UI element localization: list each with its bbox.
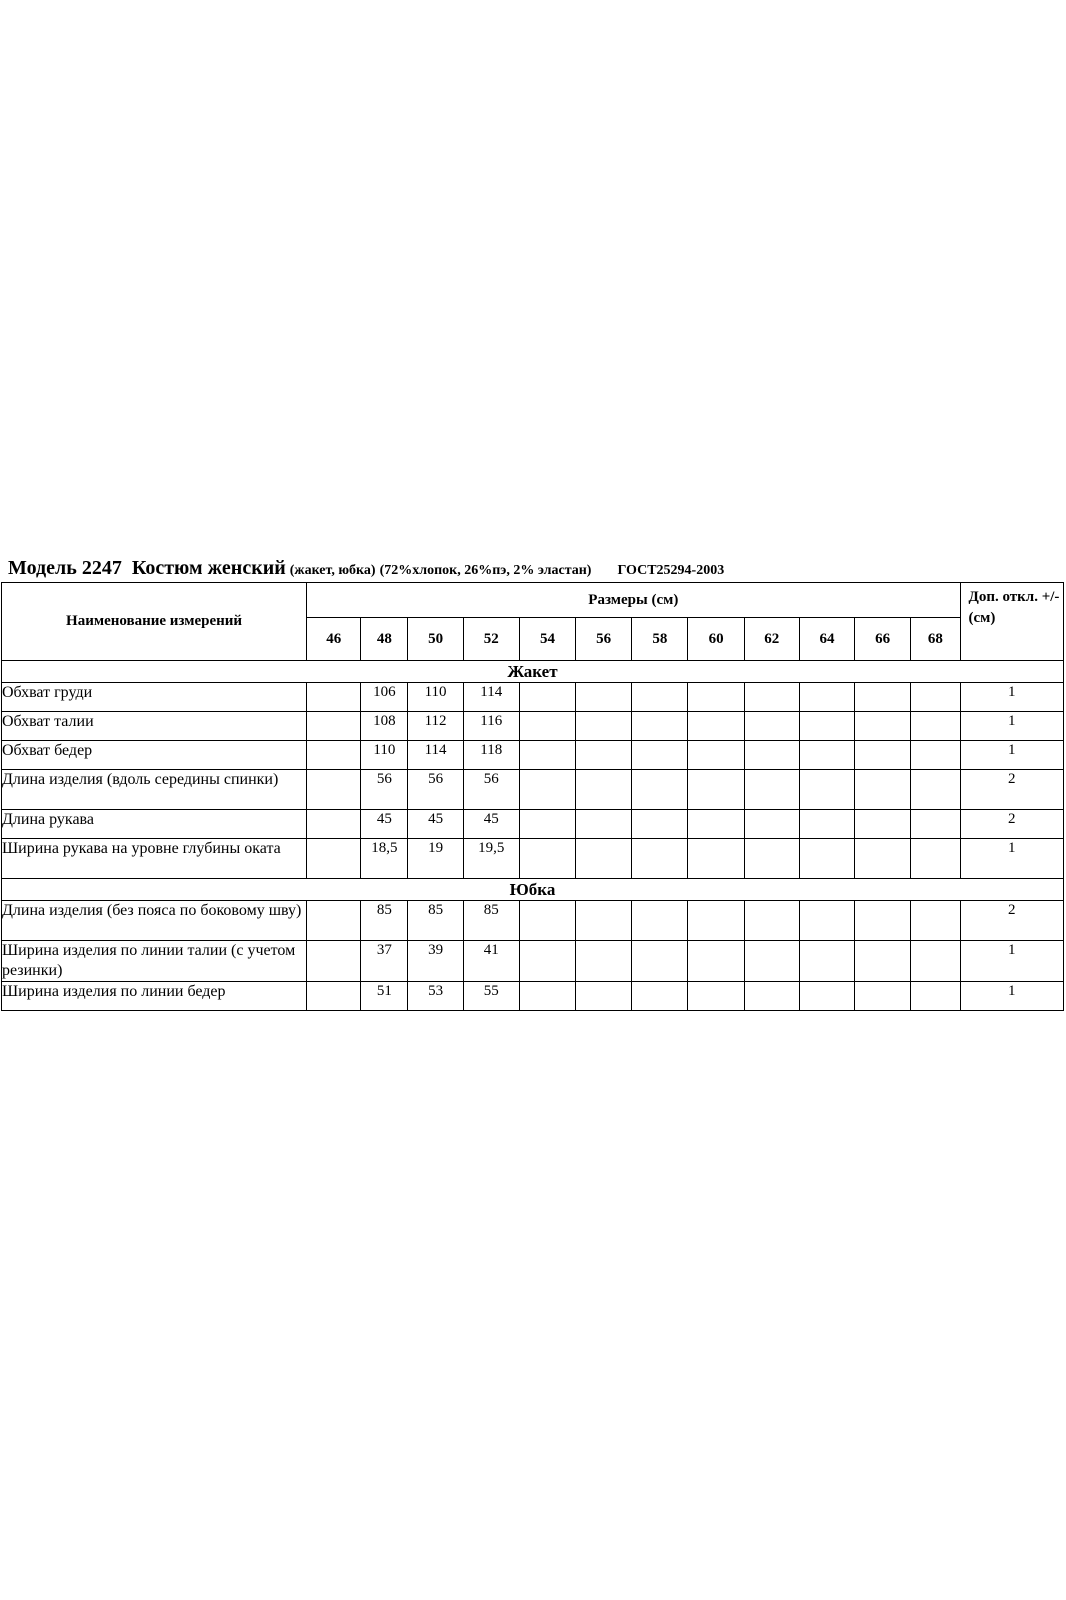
tolerance-value-cell: 1 xyxy=(960,982,1063,1011)
size-value-cell: 114 xyxy=(463,683,519,712)
size-value-cell: 45 xyxy=(408,810,463,839)
table-row xyxy=(2,810,1064,839)
model-number: Модель 2247 xyxy=(8,557,122,579)
measurement-name-header: Наименование измерений xyxy=(2,583,307,661)
size-value-cell xyxy=(911,770,960,810)
size-value-cell: 56 xyxy=(361,770,408,810)
size-value-cell xyxy=(799,712,854,741)
size-value-cell xyxy=(632,770,688,810)
size-value-cell xyxy=(799,982,854,1011)
size-value-cell xyxy=(744,982,799,1011)
size-value-cell xyxy=(799,839,854,879)
sizes-header: Размеры (см) xyxy=(307,583,960,618)
size-value-cell xyxy=(911,712,960,741)
size-value-cell xyxy=(688,941,744,982)
measurement-name: Длина рукава xyxy=(2,810,307,839)
size-value-cell xyxy=(688,683,744,712)
size-header-cell: 60 xyxy=(688,618,744,661)
measurement-name: Ширина изделия по линии талии (с учетом резинки) xyxy=(2,941,307,982)
tolerance-value-cell: 1 xyxy=(960,712,1063,741)
size-header-cell: 56 xyxy=(576,618,632,661)
size-value-cell xyxy=(307,770,361,810)
tolerance-value-cell: 1 xyxy=(960,683,1063,712)
size-value-cell xyxy=(307,982,361,1011)
size-value-cell: 37 xyxy=(361,941,408,982)
size-value-cell xyxy=(576,839,632,879)
size-header-cell: 54 xyxy=(519,618,575,661)
size-value-cell xyxy=(307,810,361,839)
table-row xyxy=(2,712,1064,741)
size-value-cell xyxy=(855,941,911,982)
size-value-cell xyxy=(855,712,911,741)
size-value-cell xyxy=(744,839,799,879)
measurement-name: Ширина рукава на уровне глубины оката xyxy=(2,839,307,879)
table-row xyxy=(2,741,1064,770)
size-value-cell: 85 xyxy=(361,901,408,941)
size-value-cell xyxy=(632,712,688,741)
size-value-cell xyxy=(307,941,361,982)
size-value-cell xyxy=(799,810,854,839)
size-value-cell xyxy=(519,982,575,1011)
size-value-cell xyxy=(519,810,575,839)
tolerance-value-cell: 2 xyxy=(960,901,1063,941)
size-value-cell xyxy=(688,901,744,941)
size-value-cell: 39 xyxy=(408,941,463,982)
size-header-cell: 48 xyxy=(361,618,408,661)
size-value-cell: 51 xyxy=(361,982,408,1011)
size-value-cell xyxy=(911,683,960,712)
size-value-cell xyxy=(576,770,632,810)
size-value-cell xyxy=(576,712,632,741)
size-chart-table xyxy=(1,582,1064,1011)
size-value-cell xyxy=(911,901,960,941)
size-value-cell xyxy=(799,901,854,941)
size-value-cell: 106 xyxy=(361,683,408,712)
size-value-cell: 110 xyxy=(408,683,463,712)
size-value-cell: 45 xyxy=(361,810,408,839)
measurement-name: Длина изделия (без пояса по боковому шву) xyxy=(2,901,307,941)
table-row xyxy=(2,683,1064,712)
size-value-cell xyxy=(519,770,575,810)
size-value-cell xyxy=(799,741,854,770)
size-value-cell: 19 xyxy=(408,839,463,879)
size-value-cell xyxy=(744,901,799,941)
measurement-name: Обхват груди xyxy=(2,683,307,712)
size-value-cell: 118 xyxy=(463,741,519,770)
size-value-cell xyxy=(744,770,799,810)
table-row xyxy=(2,770,1064,810)
size-value-cell xyxy=(632,810,688,839)
size-value-cell xyxy=(519,901,575,941)
measurement-name: Длина изделия (вдоль середины спинки) xyxy=(2,770,307,810)
size-value-cell: 85 xyxy=(408,901,463,941)
table-row xyxy=(2,982,1064,1011)
size-value-cell xyxy=(632,741,688,770)
size-value-cell: 108 xyxy=(361,712,408,741)
size-value-cell xyxy=(576,941,632,982)
size-value-cell xyxy=(855,741,911,770)
size-value-cell xyxy=(307,683,361,712)
section-title: Жакет xyxy=(2,661,1064,683)
section-header-row xyxy=(2,661,1064,683)
size-value-cell: 18,5 xyxy=(361,839,408,879)
size-value-cell xyxy=(911,982,960,1011)
tolerance-value-cell: 1 xyxy=(960,839,1063,879)
size-value-cell xyxy=(744,941,799,982)
measurement-name: Обхват бедер xyxy=(2,741,307,770)
size-value-cell xyxy=(576,741,632,770)
size-header-cell: 66 xyxy=(855,618,911,661)
size-value-cell xyxy=(799,770,854,810)
size-value-cell xyxy=(855,982,911,1011)
size-value-cell xyxy=(576,901,632,941)
size-value-cell xyxy=(519,683,575,712)
size-value-cell: 56 xyxy=(463,770,519,810)
size-value-cell xyxy=(744,741,799,770)
size-header-cell: 64 xyxy=(799,618,854,661)
size-value-cell: 85 xyxy=(463,901,519,941)
size-value-cell xyxy=(799,941,854,982)
size-value-cell xyxy=(855,683,911,712)
table-row xyxy=(2,839,1064,879)
table-row xyxy=(2,941,1064,982)
section-title: Юбка xyxy=(2,879,1064,901)
size-value-cell: 112 xyxy=(408,712,463,741)
size-value-cell: 56 xyxy=(408,770,463,810)
size-value-cell xyxy=(855,839,911,879)
header-row-top xyxy=(2,583,1064,618)
size-value-cell xyxy=(744,810,799,839)
measurement-name: Ширина изделия по линии бедер xyxy=(2,982,307,1011)
size-value-cell xyxy=(688,770,744,810)
size-value-cell: 19,5 xyxy=(463,839,519,879)
measurement-name: Обхват талии xyxy=(2,712,307,741)
size-value-cell: 110 xyxy=(361,741,408,770)
section-header-row xyxy=(2,879,1064,901)
size-value-cell: 55 xyxy=(463,982,519,1011)
size-value-cell xyxy=(855,770,911,810)
tolerance-value-cell: 1 xyxy=(960,941,1063,982)
document-title xyxy=(8,556,724,583)
size-chart-body xyxy=(2,661,1064,1011)
size-value-cell xyxy=(576,810,632,839)
table-row xyxy=(2,901,1064,941)
size-header-cell: 50 xyxy=(408,618,463,661)
gost-standard: ГОСТ25294-2003 xyxy=(617,563,725,578)
tolerance-value-cell: 2 xyxy=(960,770,1063,810)
size-value-cell xyxy=(688,982,744,1011)
size-value-cell xyxy=(799,683,854,712)
size-value-cell: 41 xyxy=(463,941,519,982)
size-value-cell xyxy=(911,839,960,879)
size-value-cell xyxy=(307,901,361,941)
size-value-cell: 114 xyxy=(408,741,463,770)
tolerance-header: Доп. откл. +/- (см) xyxy=(960,583,1063,661)
size-value-cell: 45 xyxy=(463,810,519,839)
size-value-cell xyxy=(307,741,361,770)
size-header-cell: 46 xyxy=(307,618,361,661)
size-value-cell xyxy=(688,712,744,741)
size-value-cell xyxy=(632,839,688,879)
size-value-cell xyxy=(632,941,688,982)
size-value-cell xyxy=(855,810,911,839)
product-name: Костюм женский xyxy=(131,557,286,579)
product-parts: (жакет, юбка) xyxy=(289,563,376,578)
tolerance-value-cell: 1 xyxy=(960,741,1063,770)
size-value-cell xyxy=(688,839,744,879)
size-value-cell xyxy=(911,941,960,982)
size-value-cell xyxy=(519,941,575,982)
size-value-cell xyxy=(576,683,632,712)
tolerance-value-cell: 2 xyxy=(960,810,1063,839)
size-value-cell xyxy=(688,741,744,770)
size-value-cell xyxy=(519,741,575,770)
size-value-cell xyxy=(632,982,688,1011)
size-value-cell xyxy=(307,712,361,741)
size-value-cell xyxy=(911,810,960,839)
size-header-cell: 62 xyxy=(744,618,799,661)
size-value-cell xyxy=(744,683,799,712)
size-header-cell: 58 xyxy=(632,618,688,661)
size-value-cell xyxy=(632,683,688,712)
size-value-cell xyxy=(632,901,688,941)
size-value-cell xyxy=(576,982,632,1011)
size-header-cell: 52 xyxy=(463,618,519,661)
size-value-cell xyxy=(688,810,744,839)
size-value-cell: 116 xyxy=(463,712,519,741)
size-value-cell xyxy=(519,839,575,879)
fabric-composition: (72%хлопок, 26%пэ, 2% эластан) xyxy=(379,563,592,578)
size-value-cell xyxy=(519,712,575,741)
size-header-cell: 68 xyxy=(911,618,960,661)
size-value-cell: 53 xyxy=(408,982,463,1011)
size-value-cell xyxy=(855,901,911,941)
size-value-cell xyxy=(744,712,799,741)
size-value-cell xyxy=(307,839,361,879)
size-value-cell xyxy=(911,741,960,770)
